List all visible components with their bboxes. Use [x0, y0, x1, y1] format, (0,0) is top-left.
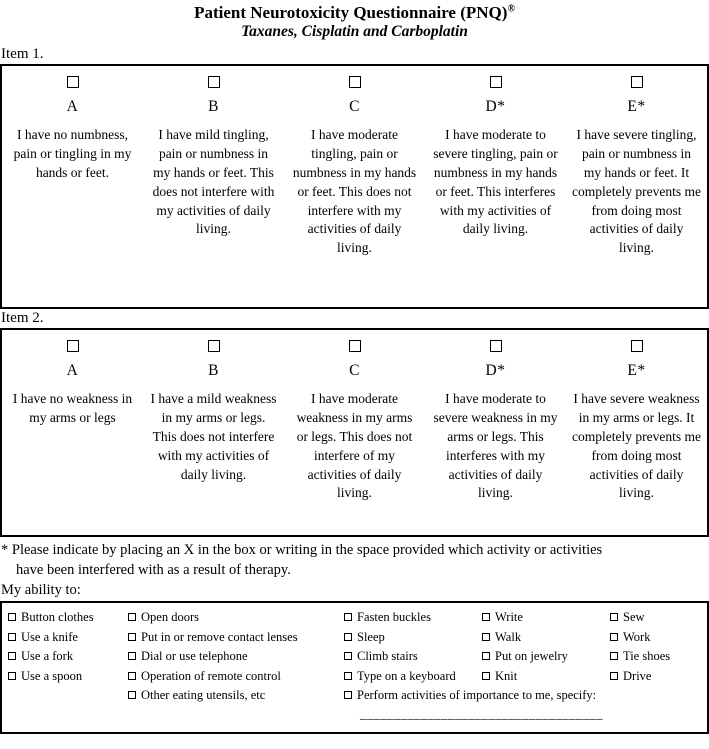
doc-title	[0, 3, 709, 23]
ability-checkbox[interactable]	[610, 672, 618, 680]
ability-label: Button clothes	[21, 610, 94, 625]
ability-checkbox[interactable]	[482, 613, 490, 621]
item2-option-e-checkbox[interactable]	[631, 340, 643, 352]
ability-item-contact-lenses	[128, 628, 344, 648]
ability-item-activities-of-importance	[344, 686, 597, 706]
option-text: I have no weakness in my arms or legs	[12, 390, 133, 425]
ability-label: Operation of remote control	[141, 668, 281, 683]
ability-heading: My ability to:	[1, 582, 81, 599]
ability-checkbox[interactable]	[344, 633, 352, 641]
item2-label: Item 2.	[1, 309, 44, 326]
checkbox-row	[290, 73, 419, 89]
option-letter: B	[208, 97, 219, 115]
ability-column-5	[610, 608, 701, 686]
ability-item-sleep	[344, 628, 482, 648]
ability-checkbox[interactable]	[482, 633, 490, 641]
ability-item-use-a-spoon	[8, 667, 128, 687]
ability-item-knit	[482, 667, 610, 687]
ability-item-remote-control	[128, 667, 344, 687]
option-text: I have moderate tingling, pain or numbness in my hands or feet. This does not interfere with my activities of daily living.	[292, 126, 417, 256]
item2-option-b-checkbox[interactable]	[208, 340, 220, 352]
ability-label: Put on jewelry	[495, 649, 568, 664]
ability-item-keyboard	[344, 667, 482, 687]
ability-item-sew	[610, 608, 701, 628]
ability-checkbox[interactable]	[482, 672, 490, 680]
ability-label: Write	[495, 610, 523, 625]
item1-option-d-checkbox[interactable]	[490, 76, 502, 88]
asterisk-footnote	[0, 537, 709, 580]
ability-label: Use a spoon	[21, 668, 83, 683]
item2-options-box	[0, 328, 709, 537]
ability-label: Work	[623, 629, 651, 644]
item2-option-b	[143, 330, 284, 535]
item1-label: Item 1.	[1, 45, 44, 62]
ability-item-climb-stairs	[344, 647, 482, 667]
item1-option-a-checkbox[interactable]	[67, 76, 79, 88]
ability-item-use-a-knife	[8, 628, 128, 648]
ability-checkbox[interactable]	[128, 652, 136, 660]
option-letter: A	[66, 361, 79, 379]
ability-grid	[8, 608, 701, 706]
ability-label: Use a fork	[21, 649, 74, 664]
item1-option-e-checkbox[interactable]	[631, 76, 643, 88]
checkbox-row	[572, 337, 701, 353]
ability-column-1	[8, 608, 128, 686]
ability-checkbox[interactable]	[128, 672, 136, 680]
ability-item-button-clothes	[8, 608, 128, 628]
option-text: I have no numbness, pain or tingling in my hands or feet.	[13, 126, 132, 180]
option-letter: C	[349, 97, 360, 115]
ability-item-use-a-fork	[8, 647, 128, 667]
ability-label: Walk	[495, 629, 522, 644]
option-text: I have moderate to severe weakness in my arms or legs. This interferes with my activities of daily living.	[433, 390, 558, 501]
checkbox-row	[149, 337, 278, 353]
ability-label: Type on a keyboard	[357, 668, 456, 683]
ability-checkbox[interactable]	[610, 633, 618, 641]
ability-checkbox[interactable]	[610, 652, 618, 660]
ability-checkbox[interactable]	[8, 613, 16, 621]
ability-checkbox[interactable]	[344, 613, 352, 621]
item2-option-e	[566, 330, 707, 535]
item2-option-a-checkbox[interactable]	[67, 340, 79, 352]
ability-item-fasten-buckles	[344, 608, 482, 628]
ability-label: Tie shoes	[623, 649, 671, 664]
ability-item-drive	[610, 667, 701, 687]
ability-item-open-doors	[128, 608, 344, 628]
ability-label: Climb stairs	[357, 649, 418, 664]
option-text: I have a mild weakness in my arms or legs. This does not interfere with my activities of daily living.	[150, 390, 277, 482]
option-letter: C	[349, 361, 360, 379]
ability-item-tie-shoes	[610, 647, 701, 667]
ability-label: Open doors	[141, 610, 199, 625]
item2-option-a	[2, 330, 143, 535]
footnote-line2: have been interfered with as a result of therapy.	[16, 561, 291, 578]
option-text: I have severe weakness in my arms or legs. It completely prevents me from doing most activities of daily living.	[572, 390, 701, 501]
ability-item-work	[610, 628, 701, 648]
option-letter: D*	[485, 361, 506, 379]
ability-checkbox[interactable]	[128, 613, 136, 621]
checkbox-row	[8, 337, 137, 353]
ability-label: Dial or use telephone	[141, 649, 248, 664]
option-letter: D*	[485, 97, 506, 115]
ability-label: Use a knife	[21, 629, 78, 644]
item1-option-c-checkbox[interactable]	[349, 76, 361, 88]
ability-label: Perform activities of importance to me, specify:	[357, 688, 597, 703]
ability-box	[0, 601, 709, 734]
doc-title-text: Patient Neurotoxicity Questionnaire (PNQ)	[194, 3, 508, 22]
item1-option-b	[143, 66, 284, 307]
ability-checkbox[interactable]	[344, 672, 352, 680]
item2-option-c	[284, 330, 425, 535]
ability-label: Knit	[495, 668, 518, 683]
ability-item-telephone	[128, 647, 344, 667]
ability-label: Drive	[623, 668, 652, 683]
checkbox-row	[431, 337, 560, 353]
ability-item-other-utensils	[128, 686, 344, 706]
ability-checkbox[interactable]	[344, 691, 352, 699]
doc-subtitle: Taxanes, Cisplatin and Carboplatin	[241, 23, 468, 41]
footnote-line1: * Please indicate by placing an X in the box or writing in the space provided which activity or activities	[1, 541, 603, 558]
item1-option-d	[425, 66, 566, 307]
ability-label: Fasten buckles	[357, 610, 431, 625]
ability-column-2	[128, 608, 344, 706]
doc-header	[0, 3, 709, 42]
item2-option-d	[425, 330, 566, 535]
ability-item-walk	[482, 628, 610, 648]
item1-option-c	[284, 66, 425, 307]
registered-mark: ®	[507, 3, 515, 15]
ability-column-4	[482, 608, 610, 686]
item1-options-box	[0, 64, 709, 309]
option-letter: B	[208, 361, 219, 379]
option-text: I have mild tingling, pain or numbness in my hands or feet. This does not interfere with my activities of daily living.	[152, 126, 275, 237]
checkbox-row	[149, 73, 278, 89]
item2-option-c-checkbox[interactable]	[349, 340, 361, 352]
ability-checkbox[interactable]	[8, 652, 16, 660]
option-text: I have severe tingling, pain or numbness in my hands or feet. It completely prevents me from doing most activities of daily living.	[572, 126, 701, 256]
item2-option-d-checkbox[interactable]	[490, 340, 502, 352]
ability-checkbox[interactable]	[344, 652, 352, 660]
checkbox-row	[290, 337, 419, 353]
checkbox-row	[431, 73, 560, 89]
ability-checkbox[interactable]	[610, 613, 618, 621]
item1-option-a	[2, 66, 143, 307]
ability-label: Put in or remove contact lenses	[141, 629, 298, 644]
ability-checkbox[interactable]	[128, 633, 136, 641]
checkbox-row	[8, 73, 137, 89]
ability-checkbox[interactable]	[8, 633, 16, 641]
ability-checkbox[interactable]	[128, 691, 136, 699]
option-text: I have moderate weakness in my arms or legs. This does not interfere of my activities of daily living.	[296, 390, 413, 501]
item1-option-e	[566, 66, 707, 307]
option-letter: E*	[627, 361, 646, 379]
option-letter: E*	[627, 97, 646, 115]
option-letter: A	[66, 97, 79, 115]
ability-label: Sew	[623, 610, 645, 625]
ability-checkbox[interactable]	[482, 652, 490, 660]
ability-checkbox[interactable]	[8, 672, 16, 680]
ability-label: Other eating utensils, etc	[141, 688, 266, 703]
ability-item-write	[482, 608, 610, 628]
option-text: I have moderate to severe tingling, pain or numbness in my hands or feet. This interferes with my activities of daily living.	[433, 126, 558, 237]
item1-option-b-checkbox[interactable]	[208, 76, 220, 88]
ability-label: Sleep	[357, 629, 385, 644]
checkbox-row	[572, 73, 701, 89]
ability-item-put-on-jewelry	[482, 647, 610, 667]
specify-write-in-line[interactable]: ____________________________________	[360, 706, 603, 721]
